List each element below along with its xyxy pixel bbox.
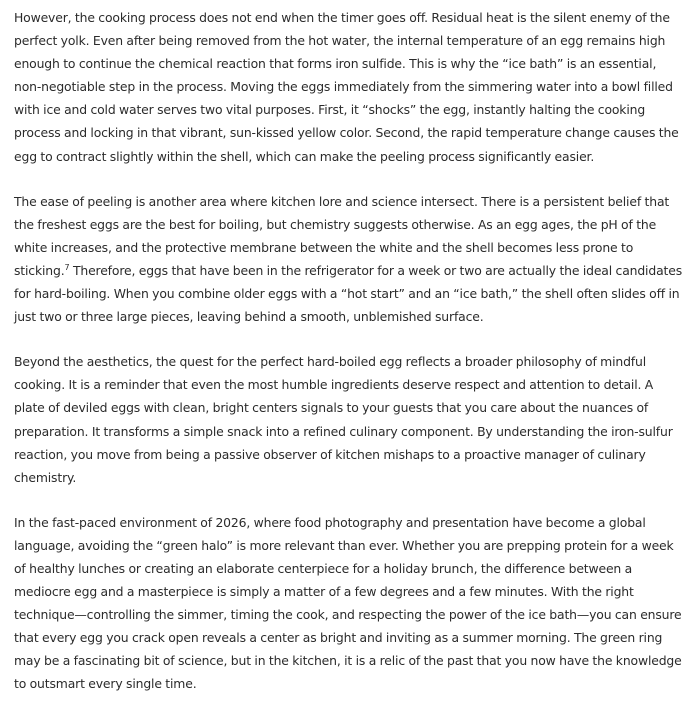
paragraph-peeling (14, 190, 682, 329)
footnote-marker[interactable]: 7 (64, 262, 70, 272)
paragraph-ice-bath: However, the cooking process does not end when the timer goes off. Residual heat is the silent enemy of the perfect yolk. Even after being removed from the hot water, the internal temperature of an egg remains high enough to continue the chemical reaction that forms iron sulfide. This is why the “ice bath” is an essential, non-negotiable step in the process. Moving the eggs immediately from the simmering water into a bowl filled with ice and cold water serves two vital purposes. First, it “shocks” the egg, instantly halting the cooking process and locking in that vibrant, sun-kissed yellow color. Second, the rapid temperature change causes the egg to contract slightly within the shell, which can make the peeling process significantly easier. (14, 10, 679, 164)
document-body (14, 6, 682, 718)
paragraph-peeling-text-after: Therefore, eggs that have been in the refrigerator for a week or two are actually the ideal candidates for hard-boiling. When you combine older eggs with a “hot start” and an “ice bath,” the shell often slides off in just two or three large pieces, leaving behind a smooth, unblemished surface. (14, 262, 682, 325)
paragraph-mindful-cooking: Beyond the aesthetics, the quest for the perfect hard-boiled egg reflects a broader philosophy of mindful cooking. It is a reminder that even the most humble ingredients deserve respect and attention to detail. A plate of deviled eggs with clean, bright centers signals to your guests that you care about the nuances of preparation. It transforms a simple snack into a refined culinary component. By understanding the iron-sulfur reaction, you move from being a passive observer of kitchen mishaps to a proactive manager of culinary chemistry. (14, 354, 673, 485)
paragraph-conclusion: In the fast-paced environment of 2026, where food photography and presentation have become a global language, avoiding the “green halo” is more relevant than ever. Whether you are prepping protein for a week of healthy lunches or creating an elaborate centerpiece for a holiday brunch, the difference between a mediocre egg and a masterpiece is simply a matter of a few degrees and a few minutes. With the right technique—controlling the simmer, timing the cook, and respecting the power of the ice bath—you can ensure that every egg you crack open reveals a center as bright and inviting as a summer morning. The green ring may be a fascinating bit of science, but in the kitchen, it is a relic of the past that you now have the knowledge to outsmart every single time. (14, 514, 682, 692)
paragraph-peeling-text-before: The ease of peeling is another area where kitchen lore and science intersect. There is a persistent belief that the freshest eggs are the best for boiling, but chemistry suggests otherwise. As an egg ages, the pH of the white increases, and the protective membrane between the white and the shell becomes less prone to sticking. (14, 193, 670, 278)
